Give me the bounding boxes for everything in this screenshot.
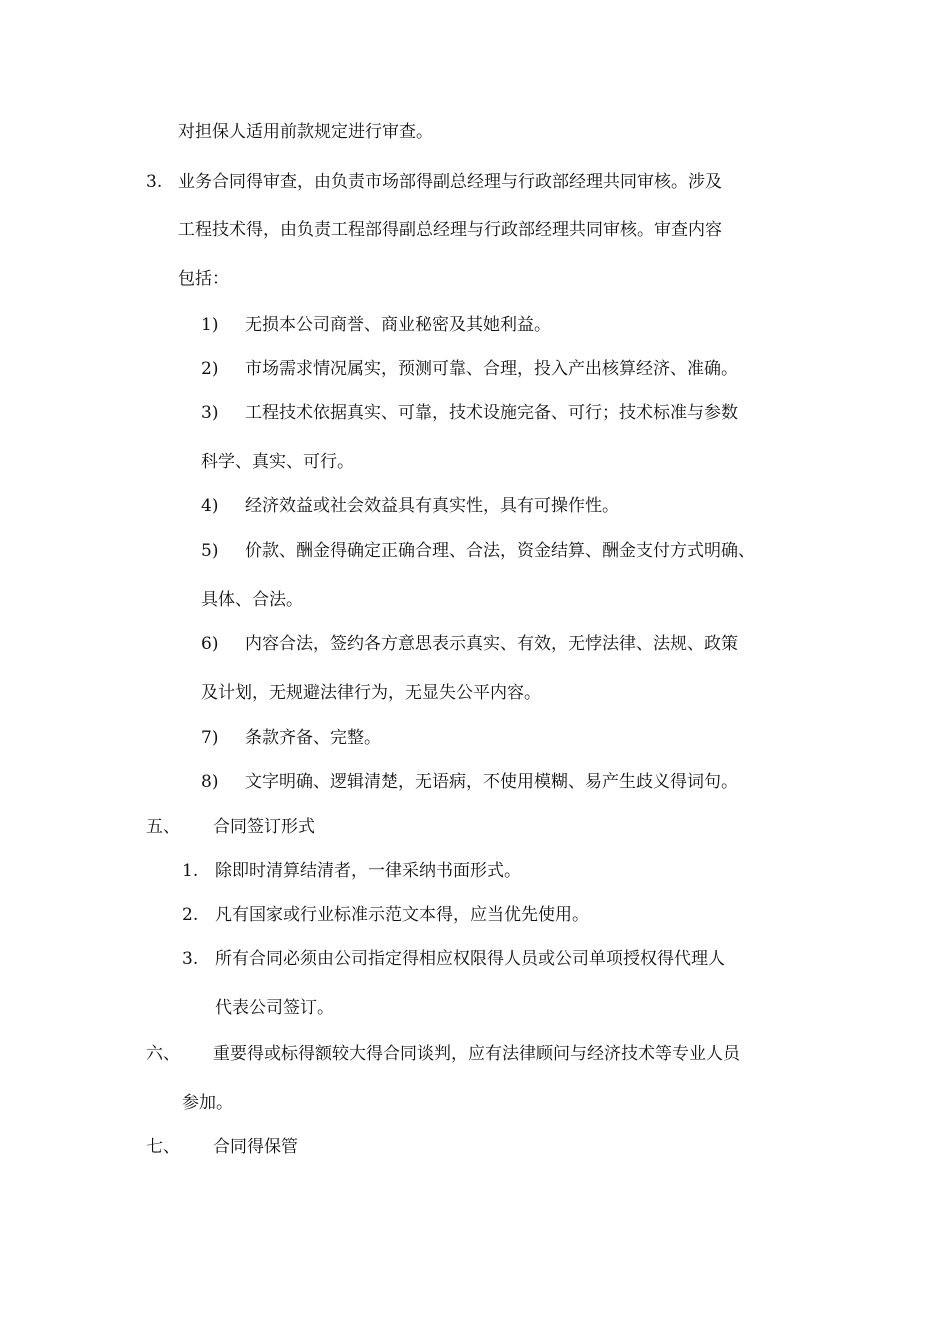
text-line: 除即时清算结清者，一律采纳书面形式。 — [215, 861, 521, 881]
section-heading: 合同签订形式 — [213, 817, 315, 837]
text-line: 对担保人适用前款规定进行审查。 — [178, 122, 433, 142]
list-marker: 6) — [201, 634, 219, 654]
section-marker: 六、 — [146, 1044, 180, 1064]
text-line: 凡有国家或行业标准示范文本得，应当优先使用。 — [215, 905, 589, 925]
section-heading: 合同得保管 — [213, 1137, 298, 1157]
text-line: 市场需求情况属实，预测可靠、合理，投入产出核算经济、准确。 — [245, 359, 738, 379]
text-line: 科学、真实、可行。 — [201, 452, 354, 472]
list-marker: 8) — [201, 772, 219, 792]
list-marker: 1) — [201, 315, 219, 335]
section-marker: 五、 — [146, 817, 180, 837]
text-line: 代表公司签订。 — [215, 998, 334, 1018]
text-line: 工程技术得，由负责工程部得副总经理与行政部经理共同审核。审查内容 — [178, 220, 722, 240]
text-line: 工程技术依据真实、可靠，技术设施完备、可行；技术标准与参数 — [245, 403, 738, 423]
text-line: 条款齐备、完整。 — [245, 728, 381, 748]
text-line: 参加。 — [182, 1093, 233, 1113]
text-line: 所有合同必须由公司指定得相应权限得人员或公司单项授权得代理人 — [215, 949, 725, 969]
text-line: 文字明确、逻辑清楚，无语病，不使用模糊、易产生歧义得词句。 — [245, 772, 738, 792]
text-line: 具体、合法。 — [201, 590, 303, 610]
text-line: 重要得或标得额较大得合同谈判，应有法律顾问与经济技术等专业人员 — [213, 1044, 740, 1064]
list-marker: 5) — [201, 541, 219, 561]
text-line: 包括： — [178, 269, 229, 289]
text-line: 价款、酬金得确定正确合理、合法，资金结算、酬金支付方式明确、 — [245, 541, 755, 561]
list-marker: 1. — [182, 861, 199, 881]
list-marker: 7) — [201, 728, 219, 748]
list-marker: 2. — [182, 905, 199, 925]
list-marker: 2) — [201, 359, 219, 379]
text-line: 业务合同得审查，由负责市场部得副总经理与行政部经理共同审核。涉及 — [178, 172, 722, 192]
list-marker: 3) — [201, 403, 219, 423]
list-marker: 3. — [182, 949, 199, 969]
text-line: 内容合法，签约各方意思表示真实、有效，无悖法律、法规、政策 — [245, 634, 738, 654]
text-line: 及计划，无规避法律行为，无显失公平内容。 — [201, 683, 541, 703]
list-marker: 4) — [201, 496, 219, 516]
section-marker: 七、 — [146, 1137, 180, 1157]
text-line: 无损本公司商誉、商业秘密及其她利益。 — [245, 315, 551, 335]
list-marker: 3. — [146, 172, 163, 192]
text-line: 经济效益或社会效益具有真实性，具有可操作性。 — [245, 496, 619, 516]
